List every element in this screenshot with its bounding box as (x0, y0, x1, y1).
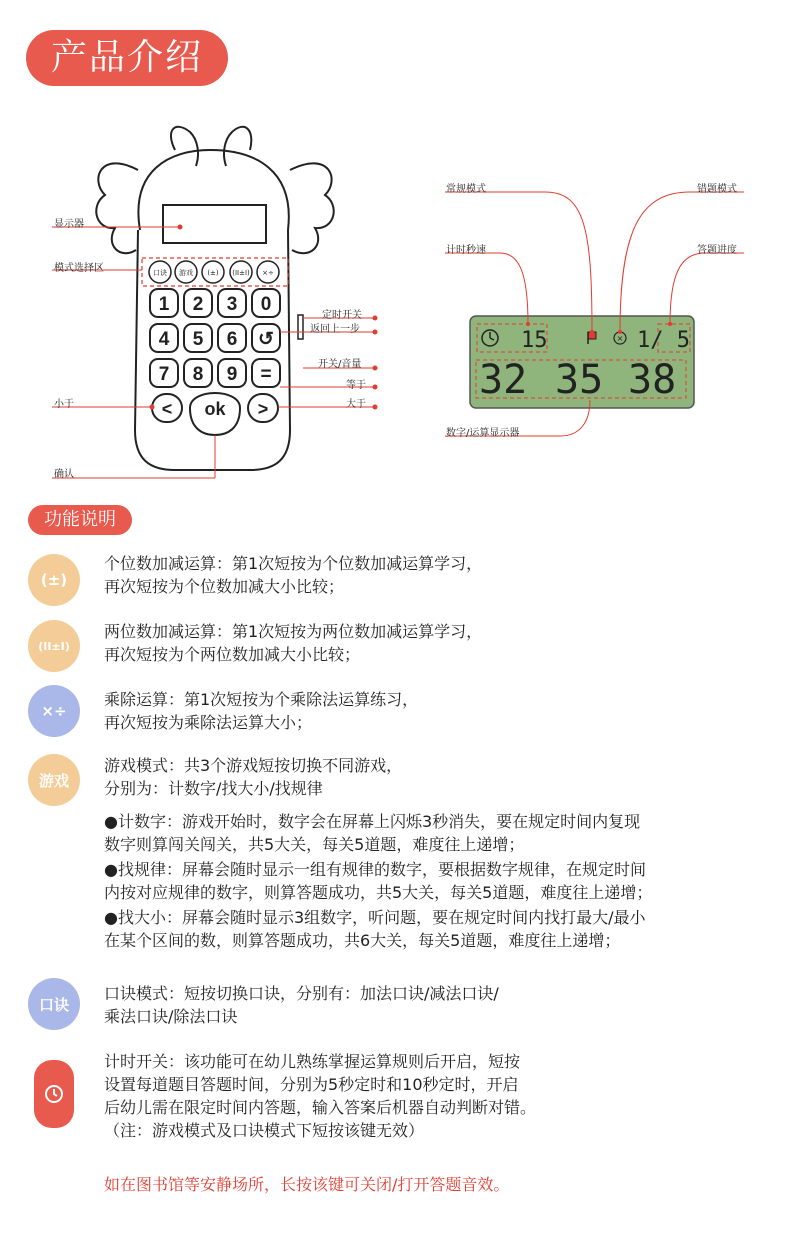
tens-add-sub-description: 两位数加减运算：第1次短按为两位数加减运算学习， 再次短按为个两位数加减大小比较； (104, 622, 483, 664)
tens-add-sub-icon: (II±I) (28, 620, 80, 672)
label-timer-speed: 计时秒速 (446, 245, 486, 256)
svg-text:ok: ok (204, 399, 226, 419)
label-number-display: 数字/运算显示器 (446, 428, 520, 439)
lcd-number-1: 32 (479, 357, 528, 403)
lcd-progress: 1/ 5 (637, 328, 690, 353)
label-power-volume: 开关/音量 (318, 359, 362, 370)
timer-switch-icon (34, 1060, 74, 1128)
svg-text:=: = (260, 364, 272, 385)
svg-text:9: 9 (226, 364, 238, 385)
label-less: 小于 (54, 399, 74, 410)
timer-switch-description: 计时开关：该功能可在幼儿熟练掌握运算规则后开启，短按 设置每道题目答题时间，分别为5秒定时和10秒定时，开启 后幼儿需在限定时间内答题，输入答案后机器自动判断对错。 （注：游戏模式及口诀模式下短按该键无效） (104, 1052, 537, 1140)
label-wrong-mode: 错题模式 (697, 184, 737, 195)
device-display (163, 205, 266, 243)
svg-text:6: 6 (226, 329, 238, 350)
svg-text:游戏: 游戏 (179, 269, 193, 277)
svg-text:0: 0 (260, 294, 272, 315)
bullet-count: ●计数字：游戏开始时，数字会在屏幕上闪烁3秒消失，要在规定时间内复现 数字则算闯关闯关，共5大关，每关5道题，难度往上递增； (104, 812, 641, 854)
label-timer-switch: 定时开关 (322, 310, 362, 321)
game-bullets (104, 810, 652, 952)
label-mode-area: 模式选择区 (54, 263, 104, 274)
svg-text:2: 2 (192, 294, 204, 315)
mul-div-description: 乘除运算：第1次短按为个乘除法运算练习， 再次短按为乘除法运算大小； (104, 690, 419, 732)
svg-text:×: × (616, 334, 624, 343)
lcd-number-2: 35 (555, 357, 604, 403)
quiet-mode-note: 如在图书馆等安静场所，长按该键可关闭/打开答题音效。 (104, 1175, 510, 1194)
product-diagram (0, 110, 790, 490)
lcd-timer-value: 15 (521, 328, 548, 353)
bullet-pattern: ●找规律：屏幕会随时显示一组有规律的数字，要根据数字规律，在规定时间 内按对应规律的数字，则算答题成功，共5大关，每关5道题，难度往上递增； (104, 860, 653, 902)
mul-div-icon: ×÷ (28, 685, 80, 737)
svg-text:7: 7 (158, 364, 170, 385)
game-mode-description: 游戏模式：共3个游戏短按切换不同游戏， 分别为：计数字/找大小/找规律 (104, 756, 403, 798)
label-back: 返回上一步 (310, 324, 360, 335)
svg-text:4: 4 (158, 329, 170, 350)
svg-text:<: < (161, 399, 173, 419)
label-normal-mode: 常规模式 (446, 184, 486, 195)
svg-text:8: 8 (192, 364, 204, 385)
label-display: 显示器 (54, 219, 84, 230)
label-progress: 答题进度 (697, 245, 737, 256)
bullet-compare: ●找大小：屏幕会随时显示3组数字，听问题，要在规定时间内找打最大/最小 在某个区间的数，则算答题成功，共6大关，每关5道题，难度往上递增； (104, 908, 646, 950)
game-mode-icon: 游戏 (28, 754, 80, 806)
label-confirm: 确认 (54, 469, 74, 480)
svg-text:口诀: 口诀 (153, 269, 167, 277)
svg-text:(II±I): (II±I) (232, 269, 250, 277)
ones-add-sub-icon: (±) (28, 554, 80, 606)
svg-text:5: 5 (192, 329, 204, 350)
svg-text:1: 1 (158, 294, 170, 315)
svg-text:(±): (±) (207, 269, 219, 277)
rhyme-mode-description: 口诀模式：短按切换口诀，分别有：加法口诀/减法口诀/ 乘法口诀/除法口诀 (104, 984, 499, 1026)
label-equal: 等于 (346, 380, 366, 391)
label-greater: 大于 (346, 399, 366, 410)
lcd-number-3: 38 (628, 357, 677, 403)
svg-text:>: > (257, 399, 269, 419)
page-title: 产品介绍 (26, 30, 228, 86)
svg-text:↺: ↺ (258, 329, 274, 350)
svg-text:3: 3 (226, 294, 238, 315)
svg-text:×÷: ×÷ (262, 269, 274, 277)
rhyme-mode-icon: 口诀 (28, 978, 80, 1030)
section-title: 功能说明 (28, 505, 132, 535)
ones-add-sub-description: 个位数加减运算：第1次短按为个位数加减运算学习， 再次短按为个位数加减大小比较； (104, 554, 483, 596)
